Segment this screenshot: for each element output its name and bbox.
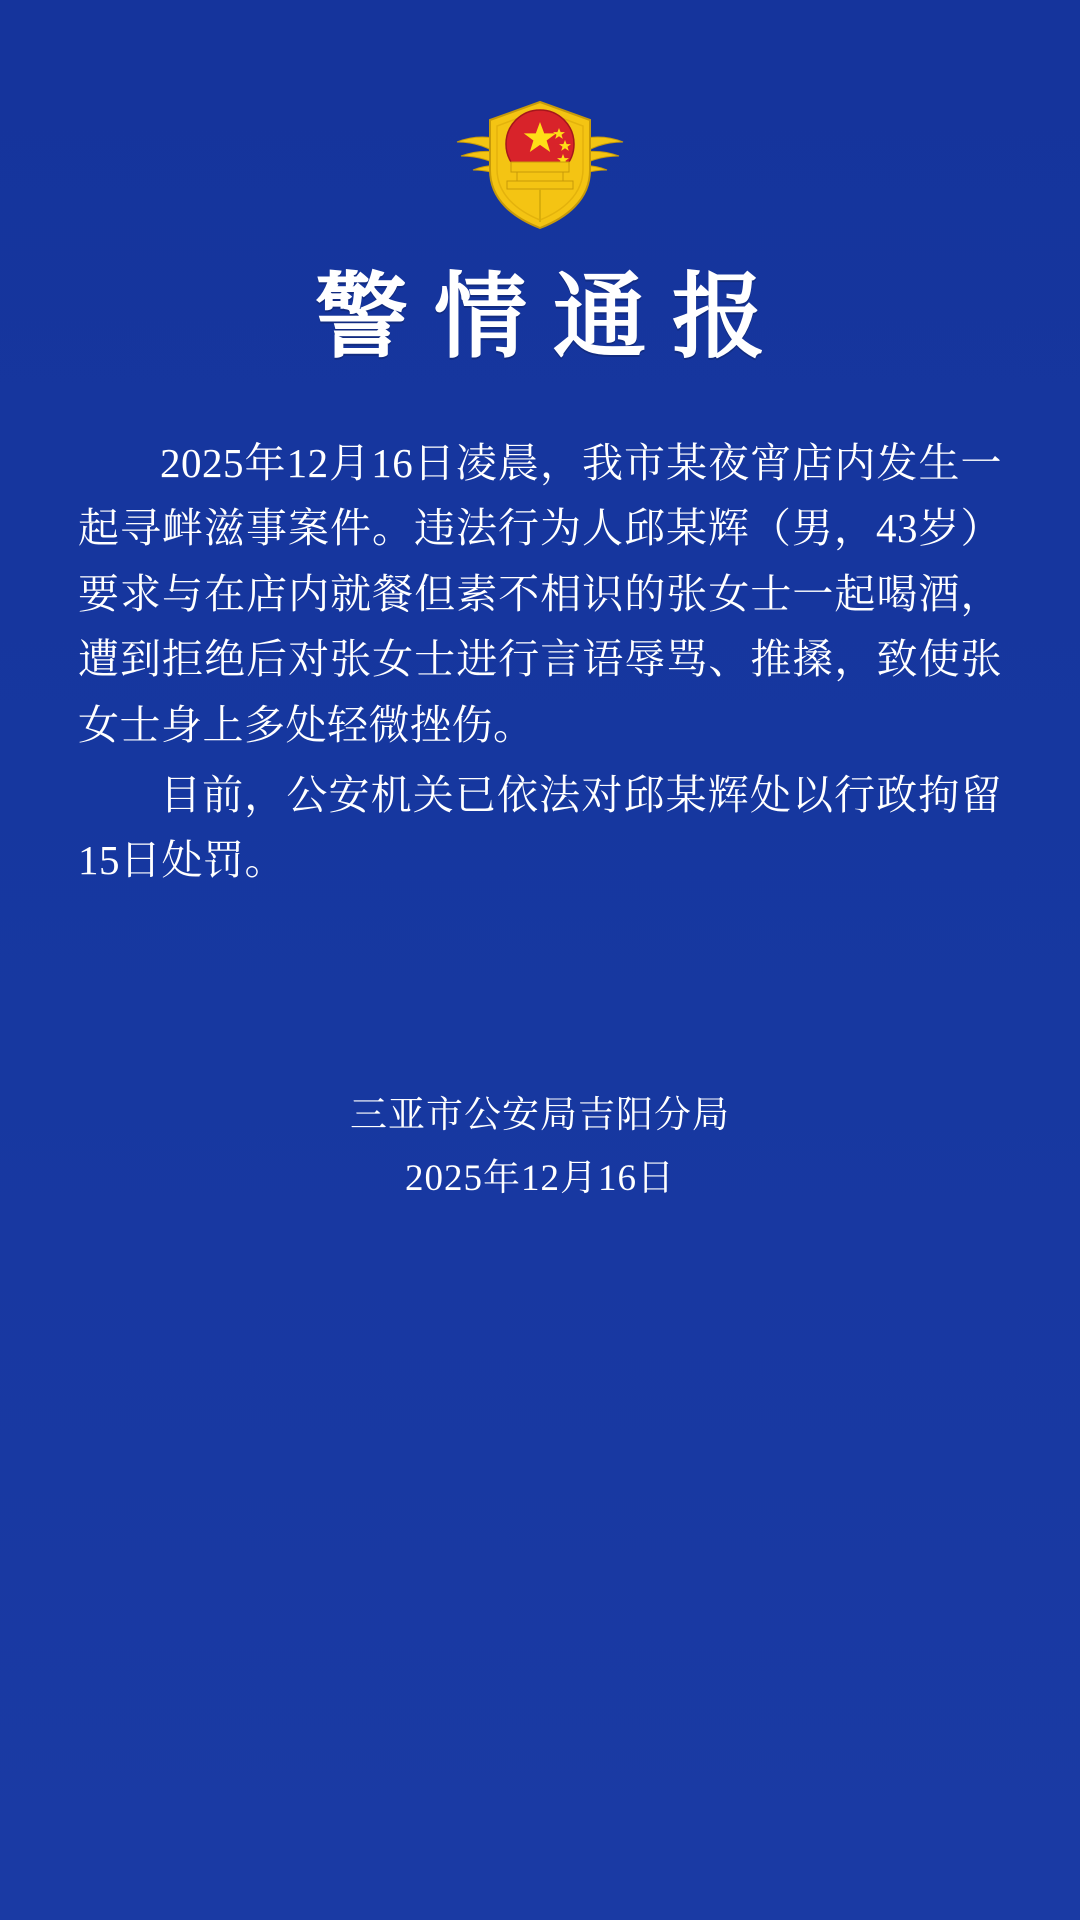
issuer-name: 三亚市公安局吉阳分局 <box>350 1094 730 1136</box>
notice-paragraph: 目前，公安机关已依法对邱某辉处以行政拘留15日处罚。 <box>78 771 1002 884</box>
notice-paragraph: 2025年12月16日凌晨，我市某夜宵店内发生一起寻衅滋事案件。违法行为人邱某辉（男，43岁）要求与在店内就餐但素不相识的张女士一起喝酒，遭到拒绝后对张女士进行言语辱骂、推搡，致使张女士身上多处轻微挫伤。 <box>78 439 1002 748</box>
signature-block <box>0 1084 1080 1211</box>
china-police-badge-icon <box>447 72 633 238</box>
emblem-container <box>0 0 1080 238</box>
issue-date: 2025年12月16日 <box>405 1158 675 1200</box>
notice-body <box>78 431 1002 894</box>
page-title: 警情通报 <box>315 262 791 371</box>
